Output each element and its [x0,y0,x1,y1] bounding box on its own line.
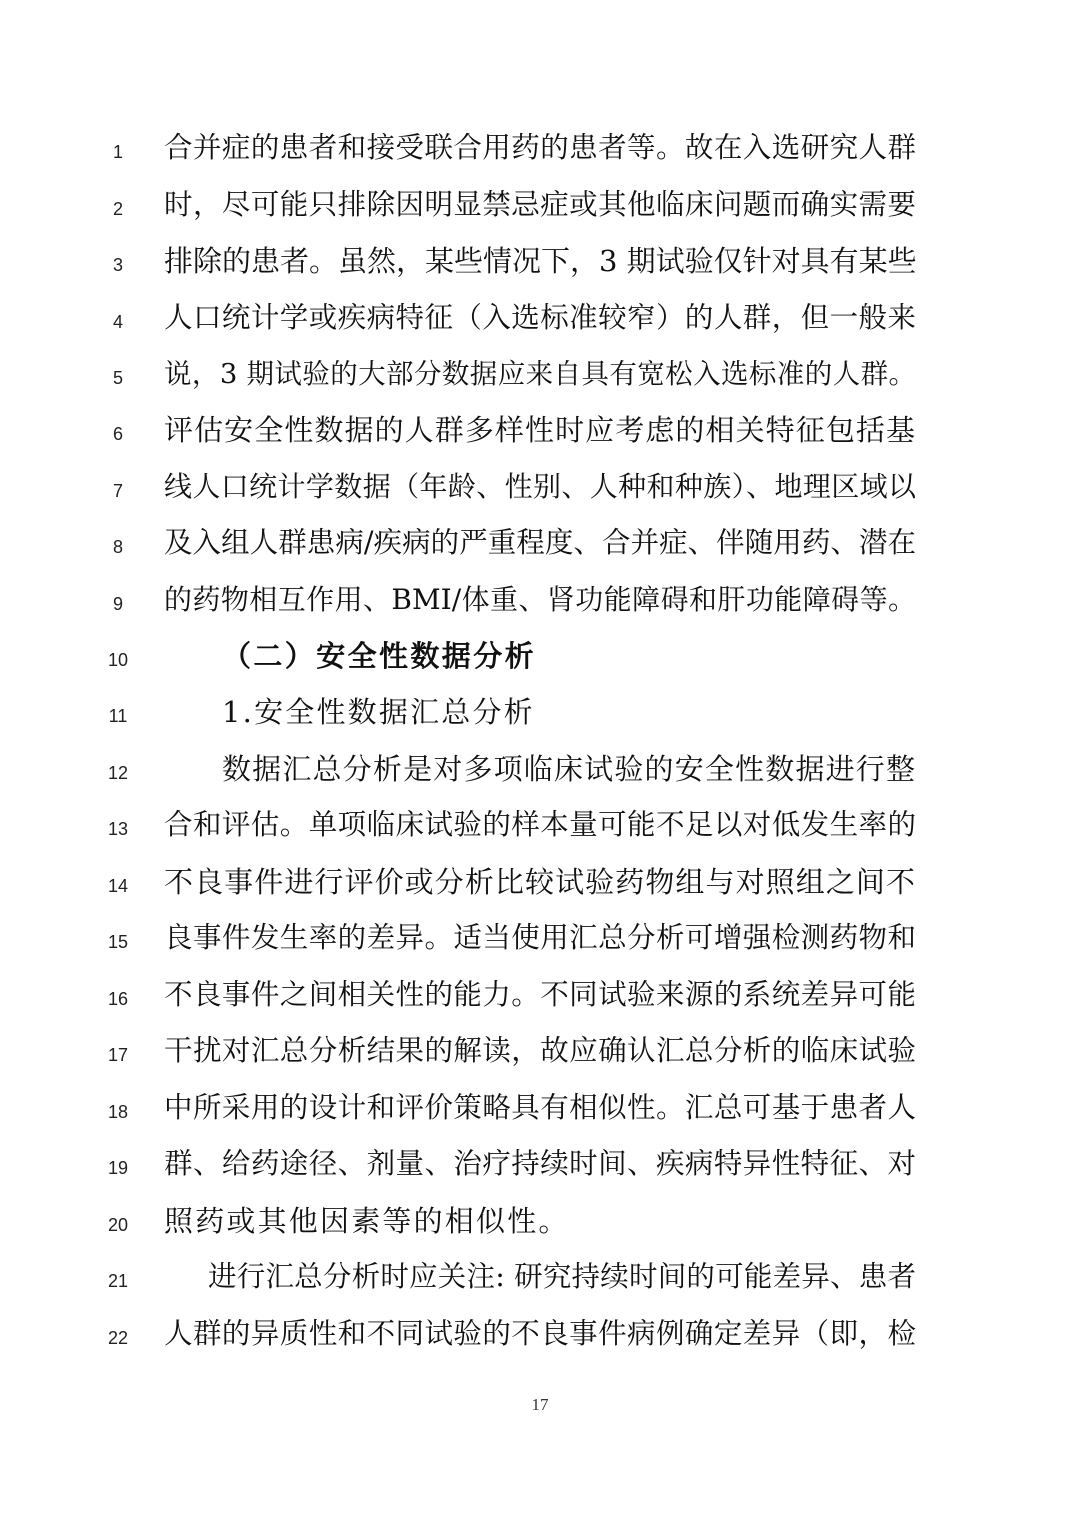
text-line-7 [0,465,1080,521]
paragraph-text: 及入组人群患病/疾病的严重程度、合并症、伴随用药、潜在 [164,526,916,559]
line-number: 8 [112,537,123,557]
paragraph-text: 中所采用的设计和评价策略具有相似性。汇总可基于患者人 [164,1091,916,1124]
paragraph-text: 说，3 期试验的大部分数据应来自具有宽松入选标准的人群。 [164,358,916,390]
line-number: 6 [112,424,123,444]
page-number: 17 [531,1395,549,1414]
text-line-15 [0,916,1080,972]
line-number: 22 [107,1328,129,1348]
paragraph-text: 群、给药途径、剂量、治疗持续时间、疾病特异性特征、对 [164,1147,916,1180]
paragraph-text: 合并症的患者和接受联合用药的患者等。故在入选研究人群 [164,131,916,164]
line-number: 1 [112,142,123,162]
text-line-3 [0,239,1080,295]
text-line-9 [0,578,1080,634]
text-line-6 [0,408,1080,464]
line-number: 15 [107,932,129,952]
paragraph-text: 排除的患者。虽然，某些情况下，3 期试验仅针对具有某些 [164,244,917,278]
text-line-19 [0,1142,1080,1198]
text-line-4 [0,296,1080,352]
text-line-20 [0,1199,1080,1255]
paragraph-text: 不良事件进行评价或分析比较试验药物组与对照组之间不 [164,865,916,899]
line-number: 14 [107,876,129,896]
text-line-8 [0,521,1080,577]
text-line-12 [0,747,1080,803]
paragraph-text: 评估安全性数据的人群多样性时应考虑的相关特征包括基 [164,413,916,447]
text-line-2 [0,183,1080,239]
paragraph-text: 的药物相互作用、BMI/体重、肾功能障碍和肝功能障碍等。 [164,583,916,616]
line-number: 9 [112,594,123,614]
line-number: 21 [107,1271,129,1291]
line-number: 10 [107,650,129,670]
text-line-21 [0,1255,1080,1311]
text-line-11 [0,690,1080,746]
text-line-14 [0,860,1080,916]
paragraph-text: 不良事件之间相关性的能力。不同试验来源的系统差异可能 [164,978,916,1011]
paragraph-text: 数据汇总分析是对多项临床试验的安全性数据进行整 [222,752,916,786]
paragraph-text: 时，尽可能只排除因明显禁忌症或其他临床问题而确实需要 [164,188,916,221]
line-number: 2 [112,199,123,219]
line-number: 4 [112,312,123,332]
section-heading: （二）安全性数据分析 [222,639,537,673]
paragraph-text: 合和评估。单项临床试验的样本量可能不足以对低发生率的 [164,808,916,841]
line-number: 18 [107,1102,129,1122]
line-number: 17 [107,1045,129,1065]
paragraph-text: 干扰对汇总分析结果的解读，故应确认汇总分析的临床试验 [164,1034,916,1067]
text-line-10 [0,634,1080,690]
line-number: 20 [107,1215,129,1235]
paragraph-text: 照药或其他因素等的相似性。 [164,1204,570,1238]
line-number: 7 [112,481,123,501]
text-line-1 [0,126,1080,182]
line-number: 19 [107,1158,129,1178]
paragraph-text: 人口统计学或疾病特征（入选标准较窄）的人群，但一般来 [164,301,916,334]
line-number: 16 [107,989,129,1009]
text-line-17 [0,1029,1080,1085]
paragraph-text: 进行汇总分析时应关注: 研究持续时间的可能差异、患者 [208,1260,916,1293]
paragraph-text: 良事件发生率的差异。适当使用汇总分析可增强检测药物和 [164,921,916,954]
subsection-heading: 1.安全性数据汇总分析 [222,695,535,729]
text-line-13 [0,803,1080,859]
line-number: 13 [107,819,129,839]
line-number: 5 [112,368,123,388]
paragraph-text: 人群的异质性和不同试验的不良事件病例确定差异（即，检 [164,1317,916,1350]
text-line-5 [0,352,1080,408]
line-number: 12 [107,763,129,783]
line-number: 11 [108,706,128,726]
text-line-22 [0,1312,1080,1368]
line-number: 3 [112,255,123,275]
text-line-18 [0,1086,1080,1142]
text-line-16 [0,973,1080,1029]
paragraph-text: 线人口统计学数据（年龄、性别、人种和种族）、地理区域以 [164,470,916,503]
